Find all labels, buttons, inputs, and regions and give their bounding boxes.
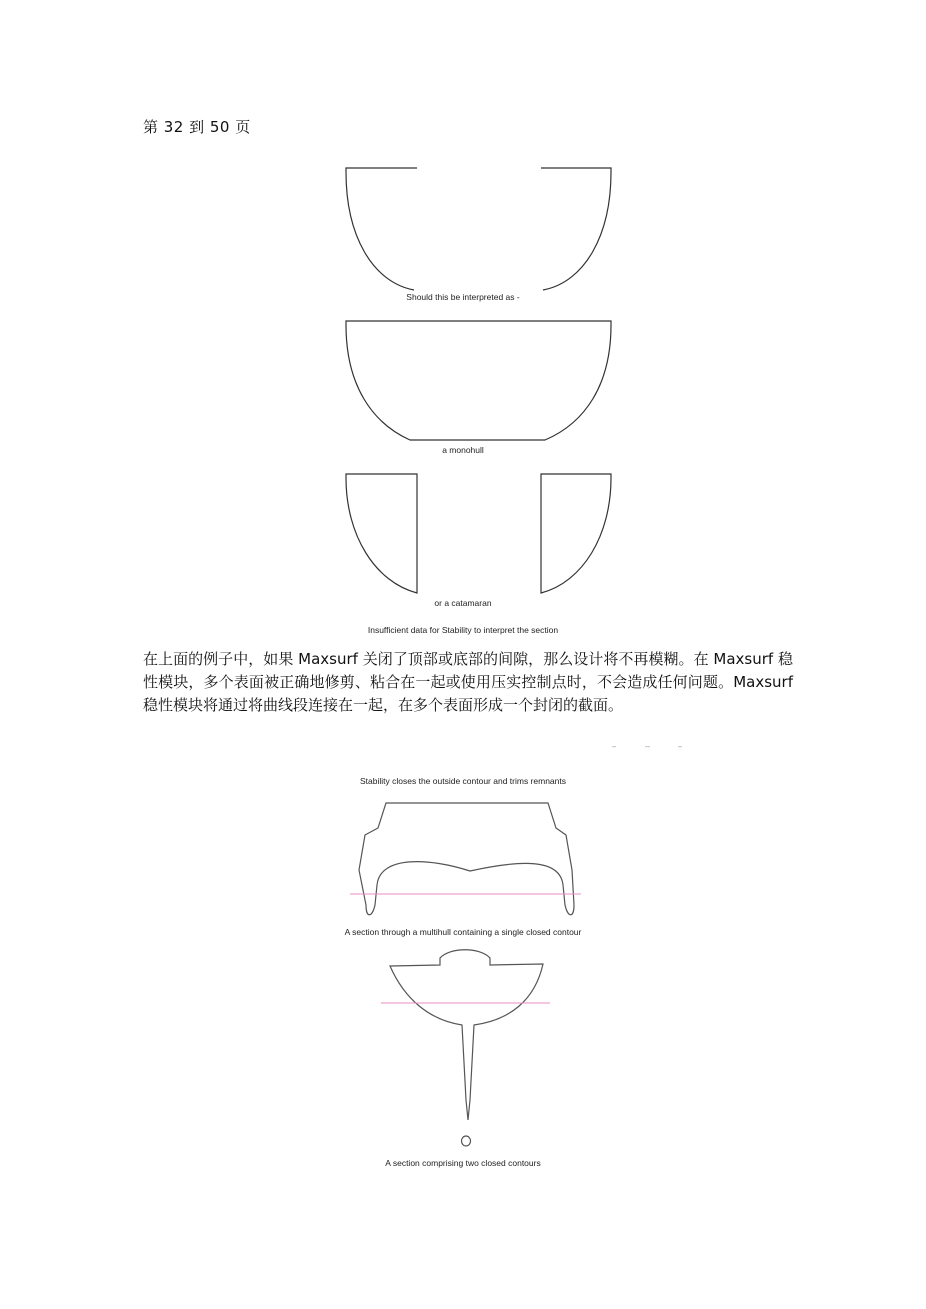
scan-artifacts <box>612 746 682 747</box>
page-range-label: 第 32 到 50 页 <box>143 118 251 136</box>
caption-question: Should this be interpreted as - <box>406 292 520 302</box>
bulb-contour <box>462 1136 471 1146</box>
caption-insufficient-data: Insufficient data for Stability to interpret the section <box>367 625 559 635</box>
caption-two-contours: A section comprising two closed contours <box>385 1158 541 1168</box>
caption-multihull: A section through a multihull containing a single closed contour <box>344 927 582 937</box>
caption-stability-closes: Stability closes the outside contour and trims remnants <box>360 776 566 786</box>
multihull-contour <box>359 803 574 915</box>
paragraph-text: 在上面的例子中，如果 Maxsurf 关闭了顶部或底部的间隙，那么设计将不再模糊。在 Maxsurf 稳性模块，多个表面被正确地修剪、粘合在一起或使用压实控制点时，不会造成任何问题。Maxsurf 稳性模块将通过将曲线段连接在一起，在多个表面形成一个封闭的截面。 <box>143 650 793 714</box>
caption-monohull: a monohull <box>442 445 484 455</box>
keel-hull-contour <box>390 950 543 1120</box>
caption-catamaran: or a catamaran <box>434 598 492 608</box>
